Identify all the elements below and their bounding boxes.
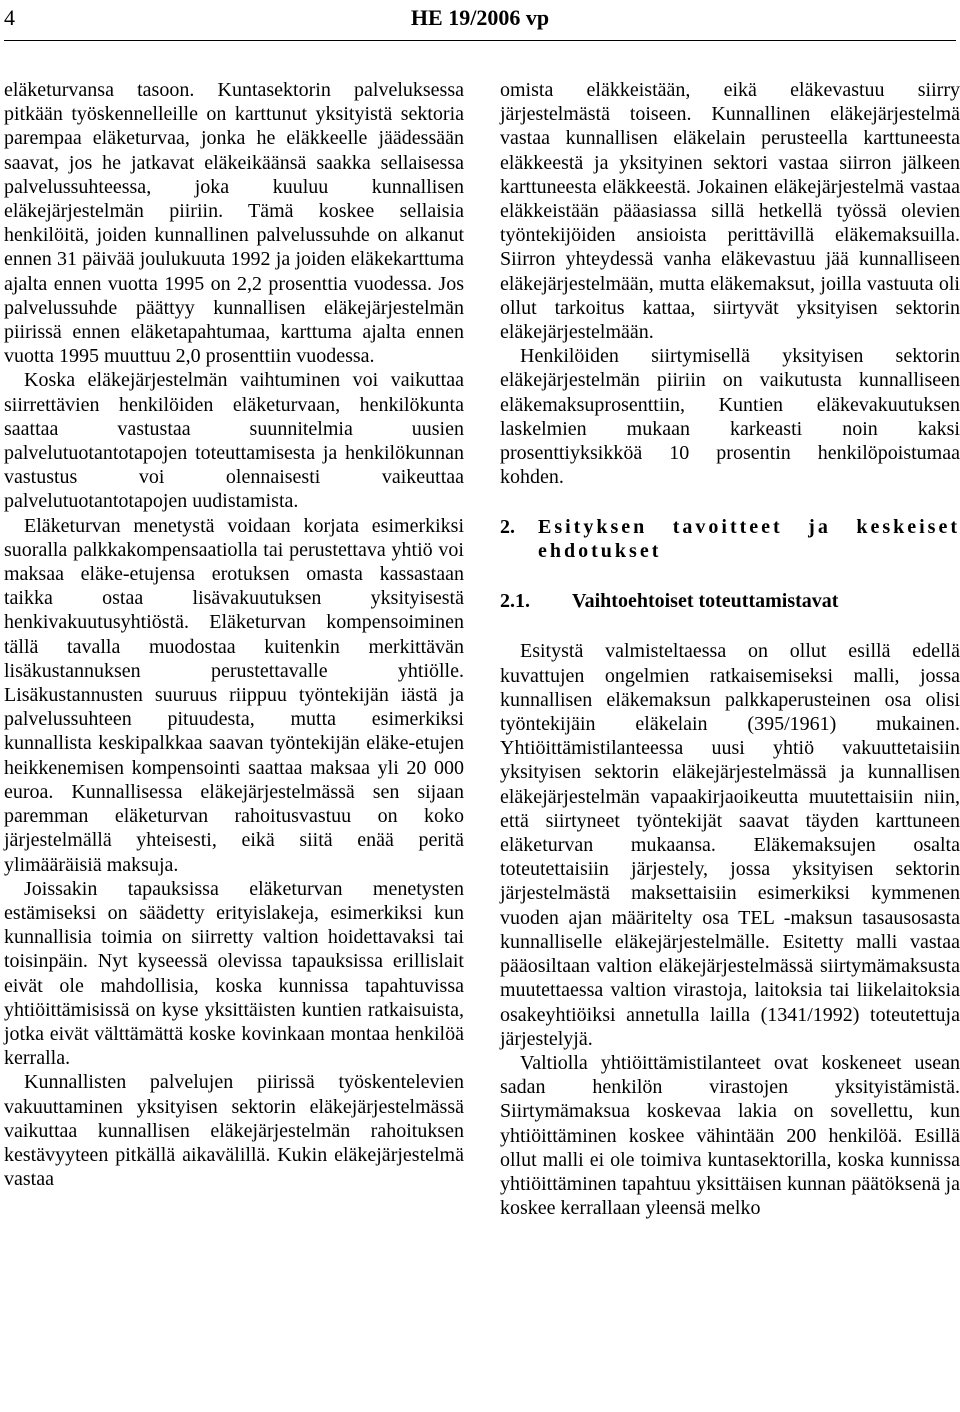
paragraph: Henkilöiden siirtymisellä yksityisen sektorin eläkejärjestelmän piiriin on vaikutusta kunnalliseen eläkemaksuprosenttiin, Kuntien eläkevakuutuksen laskelmien mukaan karkeasti noin kaksi prosenttiyksikköä 10 prosentin henkilöpoistumaa kohden. (500, 345, 960, 489)
paragraph: Koska eläkejärjestelmän vaihtuminen voi vaikuttaa siirrettävien henkilöiden eläketurvaan, henkilökunta saattaa vastustaa suunnitelmia uusien palvelutuotantotapojen toteuttamisesta ja henkilökunnan vastustus voi olennaisesti vaikeuttaa palvelutuotantotapojen uudistamista. (4, 369, 464, 513)
header-rule (4, 40, 956, 41)
subsection-number: 2.1. (500, 590, 530, 613)
section-heading (500, 515, 960, 563)
page-number: 4 (4, 5, 15, 30)
document-id: HE 19/2006 vp (410, 5, 550, 30)
subsection-title: Vaihtoehtoiset toteuttamistavat (572, 590, 839, 613)
section-title: Esityksen tavoitteet ja keskeiset ehdotukset (538, 516, 960, 563)
paragraph: Kunnallisten palvelujen piirissä työskentelevien vakuuttaminen yksityisen sektorin eläkejärjestelmässä vaikuttaa kunnallisen eläkejärjestelmän rahoituksen kestävyyteen pitkällä aikavälillä. Kukin eläkejärjestelmä vastaa (4, 1071, 464, 1191)
paragraph: omista eläkkeistään, eikä eläkevastuu siirry järjestelmästä toiseen. Kunnallinen eläkejärjestelmä vastaa kunnallisen eläkelain perusteella karttuneesta eläkkeestä ja yksityinen sektori vastaa siirron jälkeen karttuneesta eläkkeestä. Jokainen eläkejärjestelmä vastaa eläkkeistään pääasiassa sillä hetkellä työssä olevien työntekijöiden ansioista perittävillä eläkemaksuilla. Siirron yhteydessä vanha eläkevastuu jää kunnalliseen eläkejärjestelmään, mutta eläkemaksut, joilla vastuuta oli ollut tarkoitus kattaa, siirtyvät yksityisen sektorin eläkejärjestelmään. (500, 79, 960, 344)
subsection-heading (500, 589, 960, 613)
left-column (4, 78, 464, 1191)
page-header (0, 0, 960, 40)
paragraph: eläketurvansa tasoon. Kuntasektorin palveluksessa pitkään työskennelleille on karttunut yksityistä sektoria parempaa eläketurvaa, jonka he eläkkeelle jäädessään saavat, jos he jatkavat eläkeikäänsä saakka sellaisessa palvelussuhteessa, joka kuuluu kunnallisen eläkejärjestelmän piiriin. Tämä koskee sellaisia henkilöitä, joiden kunnallinen palvelussuhde on alkanut ennen 31 päivää joulukuuta 1992 ja joiden eläkekarttuma ajalta ennen vuotta 1995 on 2,2 prosenttia vuodessa. Jos palvelussuhde päättyy kunnallisen eläkejärjestelmän piirissä ennen eläketapahtumaa, karttuma ajalta ennen vuotta 1995 muuttuu 2,0 prosenttiin vuodessa. (4, 79, 464, 368)
section-number: 2. (500, 516, 515, 539)
paragraph: Joissakin tapauksissa eläketurvan menetysten estämiseksi on säädetty erityislakeja, esimerkiksi kun kunnallisia toimia on siirretty valtion hoidettavaksi tai toisinpäin. Nyt kyseessä olevissa tapauksissa erillislait eivät ole mahdollisia, koska kunnissa tapahtuvissa yhtiöittämisissä on kyse yksittäisten kuntien ratkaisuista, jotka eivät välttämättä koske kovinkaan montaa henkilöä kerralla. (4, 877, 464, 1070)
right-column (500, 78, 960, 1220)
paragraph: Esitystä valmisteltaessa on ollut esillä edellä kuvattujen ongelmien ratkaisemiseksi malli, jossa kunnallisen eläkemaksun palkkaperusteinen osa olisi työntekijäin eläkelain (395/1961) mukainen. Yhtiöittämistilanteessa uusi yhtiö vakuuttetaisiin yksityisen sektorin eläkejärjestelmässä ja kunnallisen eläkejärjestelmän vapaakirjaoikeutta muutettaisiin niin, että siirtyneet työntekijät saavat täyden karttuneen eläketurvan mukaansa. Eläkemaksujen osalta toteutettaisiin järjestely, jossa yksityisen sektorin järjestelmästä maksettaisiin esimerkiksi kymmenen vuoden ajan määritelty osa TEL -maksun tasausosasta kunnalliselle eläkejärjestelmälle. Esitetty malli vastaa pääosiltaan valtion eläkejärjestelmässä siirtymämaksusta muutettaessa valtion virastoja, laitoksia tai liikelaitoksia osakeyhtiöiksi annetulla lailla (1341/1992) toteutettuja järjestelyjä. (500, 640, 960, 1050)
paragraph: Eläketurvan menetystä voidaan korjata esimerkiksi suoralla palkkakompensaatiolla tai perustettava yhtiö voi maksaa eläke-etujensa erotuksen omasta kassastaan taikka ostaa lisävakuutuksen yksityisestä henkivakuutusyhtiöstä. Eläketurvan kompensoiminen tällä tavalla muodostaa kuitenkin merkittävän lisäkustannuksen perustettavalle yhtiölle. Lisäkustannusten suuruus riippuu työntekijän iästä ja palvelussuhteen pituudesta, mutta esimerkiksi kunnallista keskipalkkaa saavan työntekijän eläke-etujen heikkenemisen kompensointi saattaa maksaa yli 20 000 euroa. Kunnallisessa eläkejärjestelmässä sen sijaan paremman eläketurvan rahoitusvastuu on koko järjestelmällä yhteisesti, eikä siitä enää peritä ylimääräisiä maksuja. (4, 514, 464, 876)
paragraph: Valtiolla yhtiöittämistilanteet ovat koskeneet usean sadan henkilön virastojen yksityistämistä. Siirtymämaksua koskevaa lakia on sovellettu, kun yhtiöittäminen koskee vähintään 200 henkilöä. Esillä ollut malli ei ole toimiva kuntasektorilla, koska kunnissa yhtiöittäminen tapahtuu yksittäisen kunnan päätöksenä ja koskee kerrallaan yleensä melko (500, 1051, 960, 1220)
